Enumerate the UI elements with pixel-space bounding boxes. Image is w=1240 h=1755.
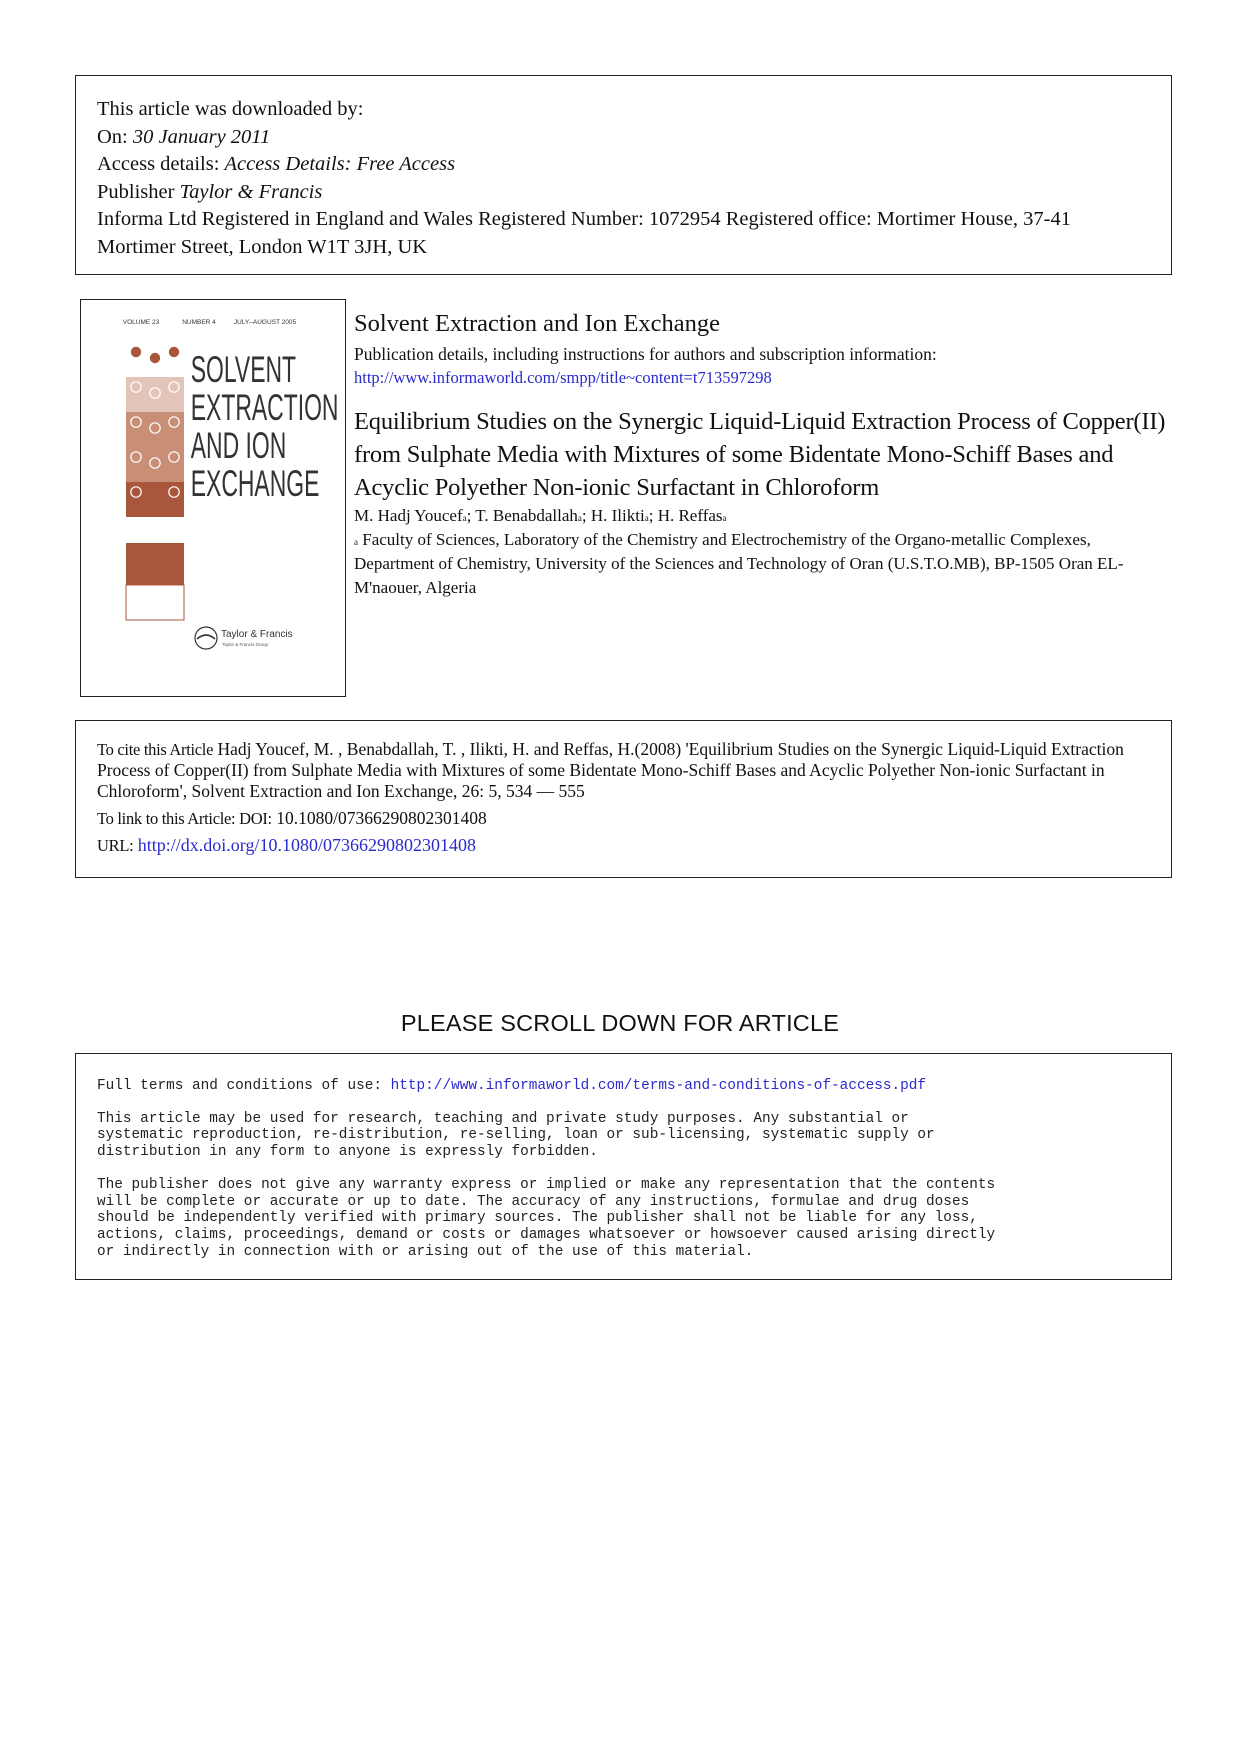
downloaded-by: This article was downloaded by: bbox=[97, 98, 364, 120]
publisher: Publisher Taylor & Francis bbox=[97, 180, 323, 203]
journal-title: Solvent Extraction and Ion Exchange bbox=[354, 310, 721, 337]
taylor-francis-logo-icon bbox=[195, 627, 217, 649]
url-label: URL: bbox=[97, 836, 134, 855]
publication-details: Publication details, including instructions for authors and subscription information: bbox=[354, 344, 937, 364]
author-list: M. Hadj Youcef$^a$; T. Benabdallah$^a$; H. Ilikti$^a$; H. Reffas$^a$ bbox=[354, 506, 727, 525]
citation-box bbox=[75, 720, 1172, 878]
registered-office: Informa Ltd Registered in England and Wales Registered Number: 1072954 Registered office: Mortimer House, 37-41 Mortimer Street, London W1T 3JH, UK bbox=[97, 208, 1071, 258]
cover-title-line-2: EXTRACTION bbox=[190, 386, 339, 429]
cover-dot bbox=[169, 347, 179, 357]
cover-dot bbox=[150, 353, 160, 363]
download-info-box bbox=[75, 75, 1172, 275]
author-name: H. Reffas bbox=[657, 506, 723, 525]
terms-box bbox=[75, 1053, 1172, 1280]
cover-white-panel bbox=[126, 585, 184, 620]
journal-link[interactable]: http://www.informaworld.com/smpp/title~content=t713597298 bbox=[354, 368, 772, 387]
cover-number: NUMBER 4 bbox=[182, 319, 216, 326]
terms-line: Full terms and conditions of use: http://www.informaworld.com/terms-and-conditions-of-access.pdf bbox=[97, 1078, 927, 1094]
cover-title-line-3: AND ION bbox=[190, 424, 287, 467]
doi-value: 10.1080/07366290802301408 bbox=[271, 808, 487, 828]
cover-title-line-1: SOLVENT bbox=[190, 348, 297, 391]
doi-row bbox=[97, 808, 1151, 829]
cover-publisher: Taylor & Francis bbox=[221, 629, 293, 640]
url-row bbox=[97, 835, 1151, 856]
cover-date: JULY–AUGUST 2005 bbox=[233, 319, 297, 326]
terms-para-1: This article may be used for research, teaching and private study purposes. Any substantial or systematic reproduction, re-distribution, re-selling, loan or sub-licensing, systematic supply or distribution in any form to anyone is expressly forbidden. bbox=[97, 1110, 935, 1161]
affiliation: $^a$ Faculty of Sciences, Laboratory of the Chemistry and Electrochemistry of the Organo-metallic Complexes, Department of Chemistry, University of the Sciences and Technology of Oran (U.S.T.O.MB), BP-1505 Oran EL-M'naouer, Algeria bbox=[354, 530, 1124, 597]
author-name: T. Benabdallah bbox=[475, 506, 578, 525]
download-date: On: 30 January 2011 bbox=[97, 125, 271, 148]
terms-para-2: The publisher does not give any warranty express or implied or make any representation that the contents will be complete or accurate or up to date. The accuracy of any instructions, formulae and drug doses should be independently verified with primary sources. The publisher shall not be liable for any loss, actions, claims, proceedings, demand or costs or damages whatsoever or howsoever caused arising directly or indirectly in connection with or arising out of the use of this material. bbox=[97, 1176, 996, 1260]
cover-blocks bbox=[126, 342, 184, 620]
cover-title-line-4: EXCHANGE bbox=[190, 462, 320, 505]
access-details: Access details: Access Details: Free Access bbox=[97, 153, 456, 175]
cover-brown-panel bbox=[126, 543, 184, 585]
author-name: H. Ilikti bbox=[590, 506, 645, 525]
doi-url-link[interactable]: http://dx.doi.org/10.1080/07366290802301408 bbox=[137, 835, 476, 855]
journal-cover bbox=[80, 299, 346, 697]
scroll-notice: PLEASE SCROLL DOWN FOR ARTICLE bbox=[400, 1010, 840, 1036]
article-title: Equilibrium Studies on the Synergic Liquid-Liquid Extraction Process of Copper(II) from Sulphate Media with Mixtures of some Bidentate Mono-Schiff Bases and Acyclic Polyether Non-ionic Surfactant in Chloroform bbox=[354, 408, 1166, 501]
author-name: M. Hadj Youcef bbox=[354, 506, 463, 525]
cover-dot bbox=[131, 347, 141, 357]
link-label: To link to this Article: DOI: bbox=[97, 809, 272, 828]
cover-publisher-sub: Taylor & Francis Group bbox=[222, 642, 269, 647]
cover-volume: VOLUME 23 bbox=[122, 319, 160, 326]
cite-text: To cite this Article Hadj Youcef, M. , Benabdallah, T. , Ilikti, H. and Reffas, H.(2008) 'Equilibrium Studies on the Synergic Liquid-Liquid Extraction Process of Copper(II) from Sulphate Media with Mixtures of some Bidentate Mono-Schiff Bases and Acyclic Polyether Non-ionic Surfactant in Chloroform', Solvent Extraction and Ion Exchange, 26: 5, 534 — 555 bbox=[97, 739, 1124, 801]
terms-link[interactable]: http://www.informaworld.com/terms-and-conditions-of-access.pdf bbox=[390, 1078, 927, 1094]
journal-info bbox=[354, 306, 1174, 600]
cite-label: To cite this Article bbox=[97, 740, 214, 759]
